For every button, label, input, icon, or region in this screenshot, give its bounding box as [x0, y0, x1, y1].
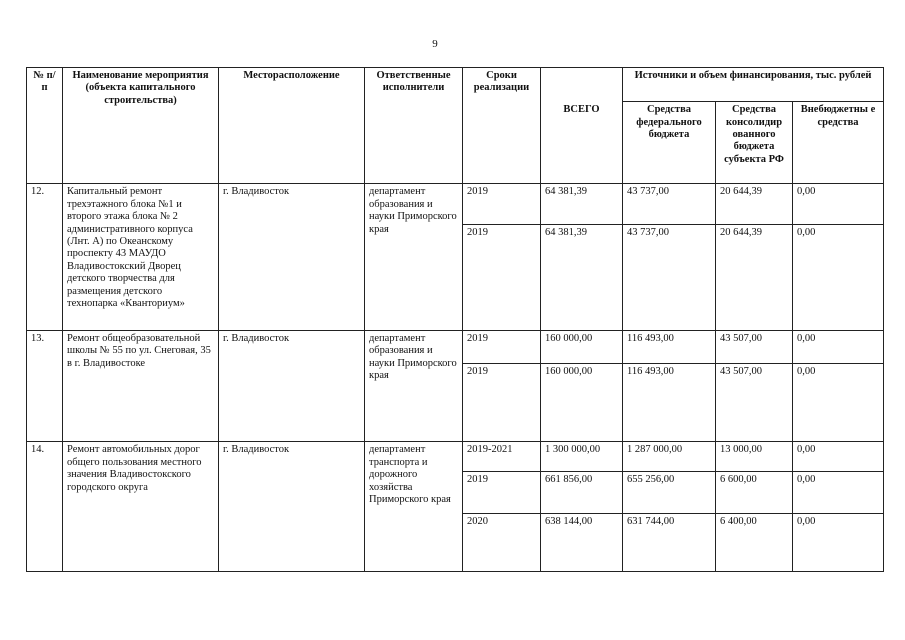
cell-extra: 0,00: [793, 364, 884, 442]
cell-federal: 116 493,00: [623, 364, 716, 442]
cell-total: 661 856,00: [541, 471, 623, 513]
header-terms: Сроки реализации: [463, 68, 541, 184]
row-responsible: департамент образования и науки Приморского края: [365, 331, 463, 442]
cell-term: 2019: [463, 224, 541, 330]
cell-regional: 20 644,39: [716, 224, 793, 330]
row-location: г. Владивосток: [219, 331, 365, 442]
row-name: Ремонт общеобразовательной школы № 55 по ул. Снеговая, 35 в г. Владивостоке: [63, 331, 219, 442]
row-location: г. Владивосток: [219, 184, 365, 331]
row-num: 13.: [27, 331, 63, 442]
row-name: Капитальный ремонт трехэтажного блока №1 и второго этажа блока № 2 административного корпуса (Лнт. А) по Океанскому проспекту 43 МАУДО Владивостокский Дворец детского творчества для размещения детского технопарка «Кванториум»: [63, 184, 219, 331]
cell-regional: 43 507,00: [716, 364, 793, 442]
header-location: Месторасположение: [219, 68, 365, 184]
row-num: 12.: [27, 184, 63, 331]
page-number: 9: [432, 38, 438, 50]
table-row: [27, 442, 884, 471]
cell-extra: 0,00: [793, 442, 884, 471]
cell-regional: 20 644,39: [716, 184, 793, 224]
row-responsible: департамент образования и науки Приморского края: [365, 184, 463, 331]
cell-term: 2020: [463, 513, 541, 571]
table-row: [27, 184, 884, 224]
cell-federal: 116 493,00: [623, 331, 716, 364]
header-sources: Источники и объем финансирования, тыс. рублей: [623, 68, 884, 102]
cell-regional: 6 400,00: [716, 513, 793, 571]
cell-total: 1 300 000,00: [541, 442, 623, 471]
header-row: [27, 68, 884, 102]
header-regional: Средства консолидир ованного бюджета субъекта РФ: [716, 102, 793, 184]
cell-federal: 43 737,00: [623, 184, 716, 224]
header-name: Наименование мероприятия (объекта капитального строительства): [63, 68, 219, 184]
row-num: 14.: [27, 442, 63, 572]
cell-term: 2019: [463, 331, 541, 364]
cell-federal: 43 737,00: [623, 224, 716, 330]
cell-total: 160 000,00: [541, 331, 623, 364]
cell-total: 64 381,39: [541, 184, 623, 224]
table-row: [27, 331, 884, 364]
cell-federal: 1 287 000,00: [623, 442, 716, 471]
cell-extra: 0,00: [793, 184, 884, 224]
cell-extra: 0,00: [793, 513, 884, 571]
cell-term: 2019-2021: [463, 442, 541, 471]
header-total-spacer: [541, 68, 623, 102]
cell-term: 2019: [463, 184, 541, 224]
cell-regional: 13 000,00: [716, 442, 793, 471]
header-responsible: Ответственные исполнители: [365, 68, 463, 184]
header-federal: Средства федерального бюджета: [623, 102, 716, 184]
row-location: г. Владивосток: [219, 442, 365, 572]
header-extra: Внебюджетны е средства: [793, 102, 884, 184]
cell-total: 160 000,00: [541, 364, 623, 442]
cell-federal: 655 256,00: [623, 471, 716, 513]
cell-total: 64 381,39: [541, 224, 623, 330]
cell-term: 2019: [463, 471, 541, 513]
cell-total: 638 144,00: [541, 513, 623, 571]
cell-term: 2019: [463, 364, 541, 442]
cell-regional: 43 507,00: [716, 331, 793, 364]
row-name: Ремонт автомобильных дорог общего пользования местного значения Владивостокского городского округа: [63, 442, 219, 572]
header-num: № п/п: [27, 68, 63, 184]
cell-extra: 0,00: [793, 471, 884, 513]
row-responsible: департамент транспорта и дорожного хозяйства Приморского края: [365, 442, 463, 572]
cell-regional: 6 600,00: [716, 471, 793, 513]
cell-federal: 631 744,00: [623, 513, 716, 571]
header-total: ВСЕГО: [541, 102, 623, 184]
financing-table: [26, 67, 884, 572]
cell-extra: 0,00: [793, 224, 884, 330]
cell-extra: 0,00: [793, 331, 884, 364]
